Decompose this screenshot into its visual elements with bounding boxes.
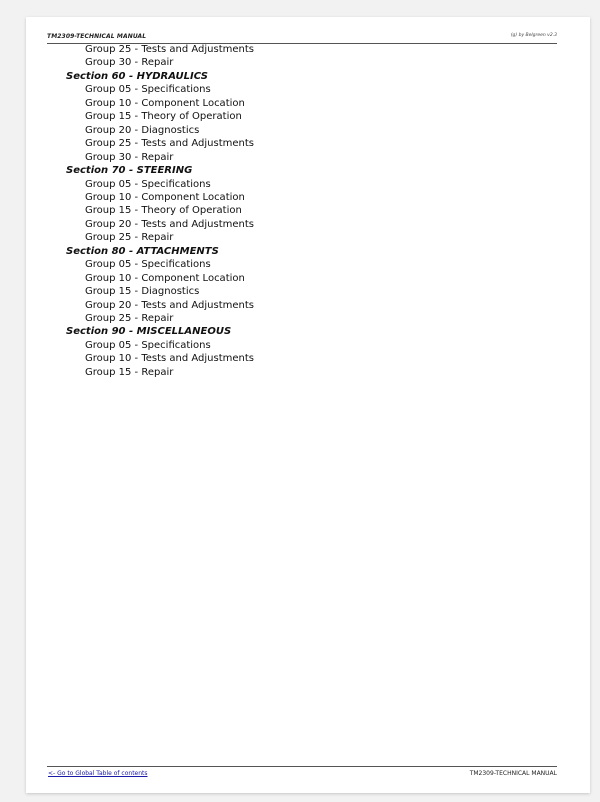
toc-group-link[interactable]: Group 10 - Component Location — [85, 272, 245, 284]
toc-group-link[interactable]: Group 30 - Repair — [85, 57, 174, 69]
toc-group-link[interactable]: Group 20 - Tests and Adjustments — [85, 218, 255, 230]
toc-section-heading[interactable]: Section 60 - HYDRAULICS — [66, 70, 208, 82]
toc-group-link[interactable]: Group 10 - Component Location — [85, 97, 245, 109]
footer-divider — [47, 766, 557, 767]
toc-group-link[interactable]: Group 05 - Specifications — [85, 84, 211, 96]
toc-group-link[interactable]: Group 20 - Diagnostics — [85, 124, 200, 136]
global-toc-link[interactable]: <- Go to Global Table of contents — [48, 770, 148, 777]
toc-group-link[interactable]: Group 10 - Component Location — [85, 191, 245, 203]
header-title: TM2309-TECHNICAL MANUAL — [47, 33, 147, 40]
toc-group-link[interactable]: Group 25 - Tests and Adjustments — [85, 44, 255, 55]
toc-group-link[interactable]: Group 15 - Diagnostics — [85, 286, 200, 298]
toc-section-heading[interactable]: Section 80 - ATTACHMENTS — [66, 245, 219, 257]
toc-section-heading[interactable]: Section 70 - STEERING — [66, 165, 193, 177]
header-version: (g) by Belgreen v2.3 — [510, 33, 557, 38]
toc-group-link[interactable]: Group 05 - Specifications — [85, 259, 211, 271]
toc-group-link[interactable]: Group 25 - Repair — [85, 232, 174, 244]
toc-group-link[interactable]: Group 05 - Specifications — [85, 339, 211, 351]
toc-group-link[interactable]: Group 15 - Repair — [85, 366, 174, 378]
toc-group-link[interactable]: Group 25 - Tests and Adjustments — [85, 138, 255, 150]
toc-group-link[interactable]: Group 15 - Theory of Operation — [85, 205, 242, 217]
manual-page — [26, 17, 590, 793]
toc-section-heading[interactable]: Section 90 - MISCELLANEOUS — [66, 326, 232, 338]
toc-group-link[interactable]: Group 20 - Tests and Adjustments — [85, 299, 255, 311]
toc-group-link[interactable]: Group 15 - Theory of Operation — [85, 111, 242, 123]
toc-group-link[interactable]: Group 25 - Repair — [85, 313, 174, 324]
toc-group-link[interactable]: Group 10 - Tests and Adjustments — [85, 353, 255, 365]
toc-group-link[interactable]: Group 05 - Specifications — [85, 178, 211, 190]
toc-group-link[interactable]: Group 30 - Repair — [85, 151, 174, 163]
footer-title: TM2309-TECHNICAL MANUAL — [469, 770, 557, 777]
